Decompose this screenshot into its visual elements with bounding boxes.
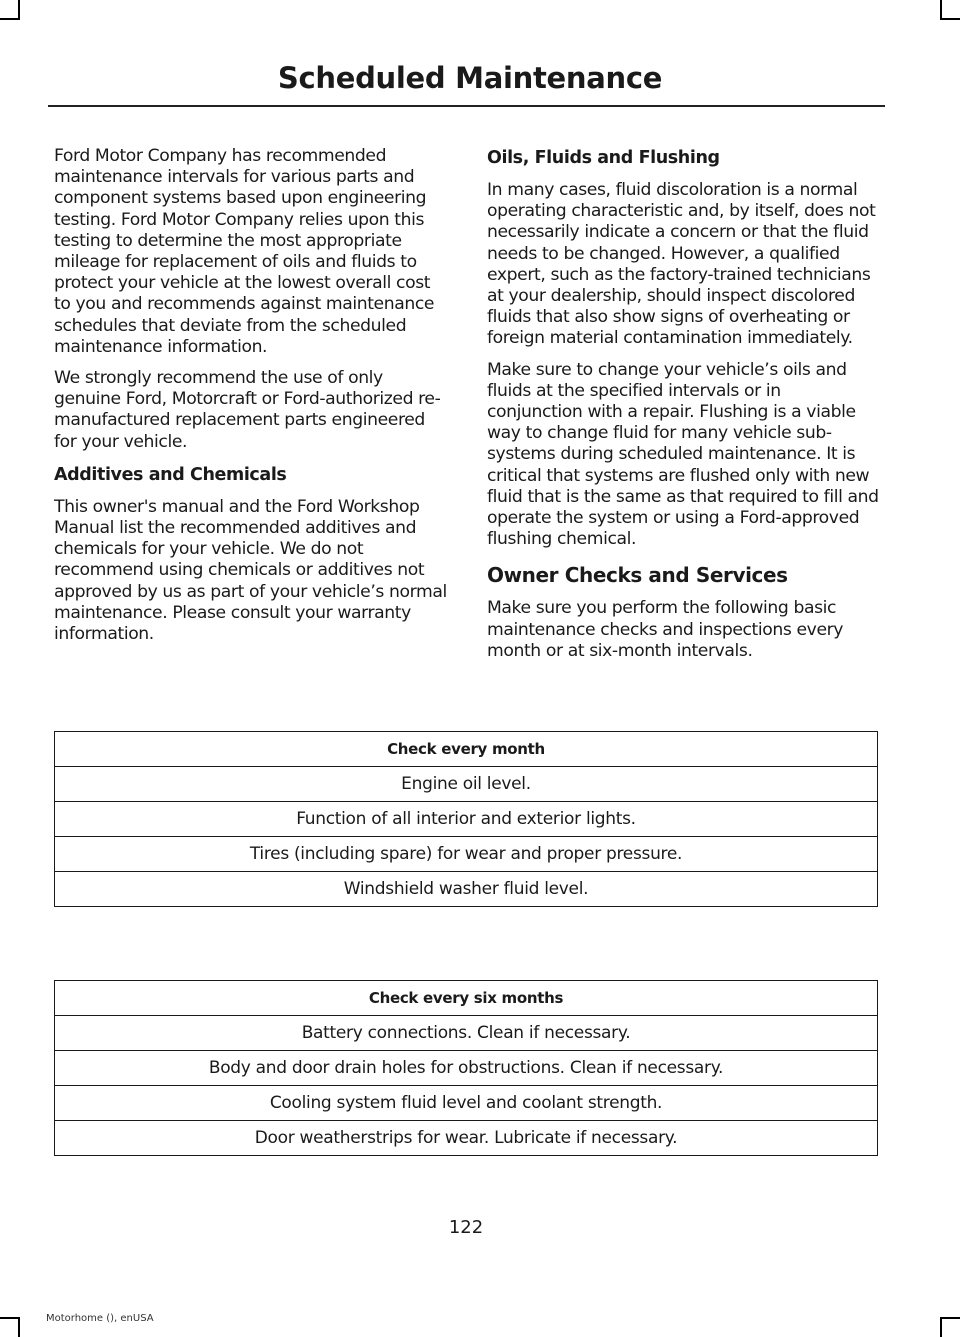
left-column [54,146,448,655]
heading-owner-checks: Owner Checks and Services [487,563,788,588]
table-row: Windshield washer fluid level. [55,872,878,907]
crop-mark [940,1317,942,1337]
page-title: Scheduled Maintenance [277,61,663,95]
paragraph-intervals: Ford Motor Company has recommended maintenance intervals for various parts and component systems based upon engineering testing. Ford Motor Company relies upon this testing to determine the most appropriate mileage for replacement of oils and fluids to protect your vehicle at the lowest overall cost to you and recommends against maintenance schedules that deviate from the scheduled maintenance information. [54,146,435,357]
paragraph-discoloration: In many cases, fluid discoloration is a normal operating characteristic and, by itself, does not necessarily indicate a concern or that the fluid needs to be changed. However, a qualified expert, such as the factory-trained technicians at your dealership, should inspect discolored fluids that also show signs of overheating or foreign material contamination immediately. [487,180,876,349]
document-info: Motorhome (), enUSA [46,1313,154,1324]
table-row: Body and door drain holes for obstructions. Clean if necessary. [55,1051,878,1086]
table-row: Battery connections. Clean if necessary. [55,1016,878,1051]
crop-mark [18,0,20,20]
crop-mark [940,18,960,20]
paragraph-genuine-parts: We strongly recommend the use of only genuine Ford, Motorcraft or Ford-authorized re-manufactured replacement parts engineered for your vehicle. [54,368,441,452]
table-header: Check every month [55,732,878,767]
table-row: Cooling system fluid level and coolant strength. [55,1086,878,1121]
crop-mark [0,18,20,20]
table-row: Door weatherstrips for wear. Lubricate if necessary. [55,1121,878,1156]
title-divider [48,105,885,107]
crop-mark [940,0,942,20]
paragraph-additives: This owner's manual and the Ford Workshop Manual list the recommended additives and chemicals for your vehicle. We do not recommend using chemicals or additives not approved by us as part of your vehicle’s normal maintenance. Please consult your warranty information. [54,496,447,645]
monthly-checks-table [54,731,878,907]
page-number: 122 [448,1217,484,1238]
crop-mark [0,1317,20,1319]
paragraph-flushing: Make sure to change your vehicle’s oils and fluids at the specified intervals or in conjunction with a repair. Flushing is a viable way to change fluid for many vehicle sub-systems during scheduled maintenance. It is critical that systems are flushed only with new fluid that is the same as that required to fill and operate the system or using a Ford-approved flushing chemical. [487,359,879,550]
crop-mark [18,1317,20,1337]
table-row: Tires (including spare) for wear and proper pressure. [55,837,878,872]
table-row: Function of all interior and exterior lights. [55,802,878,837]
heading-oils-fluids: Oils, Fluids and Flushing [487,148,720,168]
six-month-checks-table [54,980,878,1156]
heading-additives: Additives and Chemicals [54,464,287,485]
table-header: Check every six months [55,981,878,1016]
table-row: Engine oil level. [55,767,878,802]
crop-mark [940,1317,960,1319]
right-column [487,146,881,672]
paragraph-owner-checks: Make sure you perform the following basic maintenance checks and inspections every month or at six-month intervals. [487,598,844,661]
